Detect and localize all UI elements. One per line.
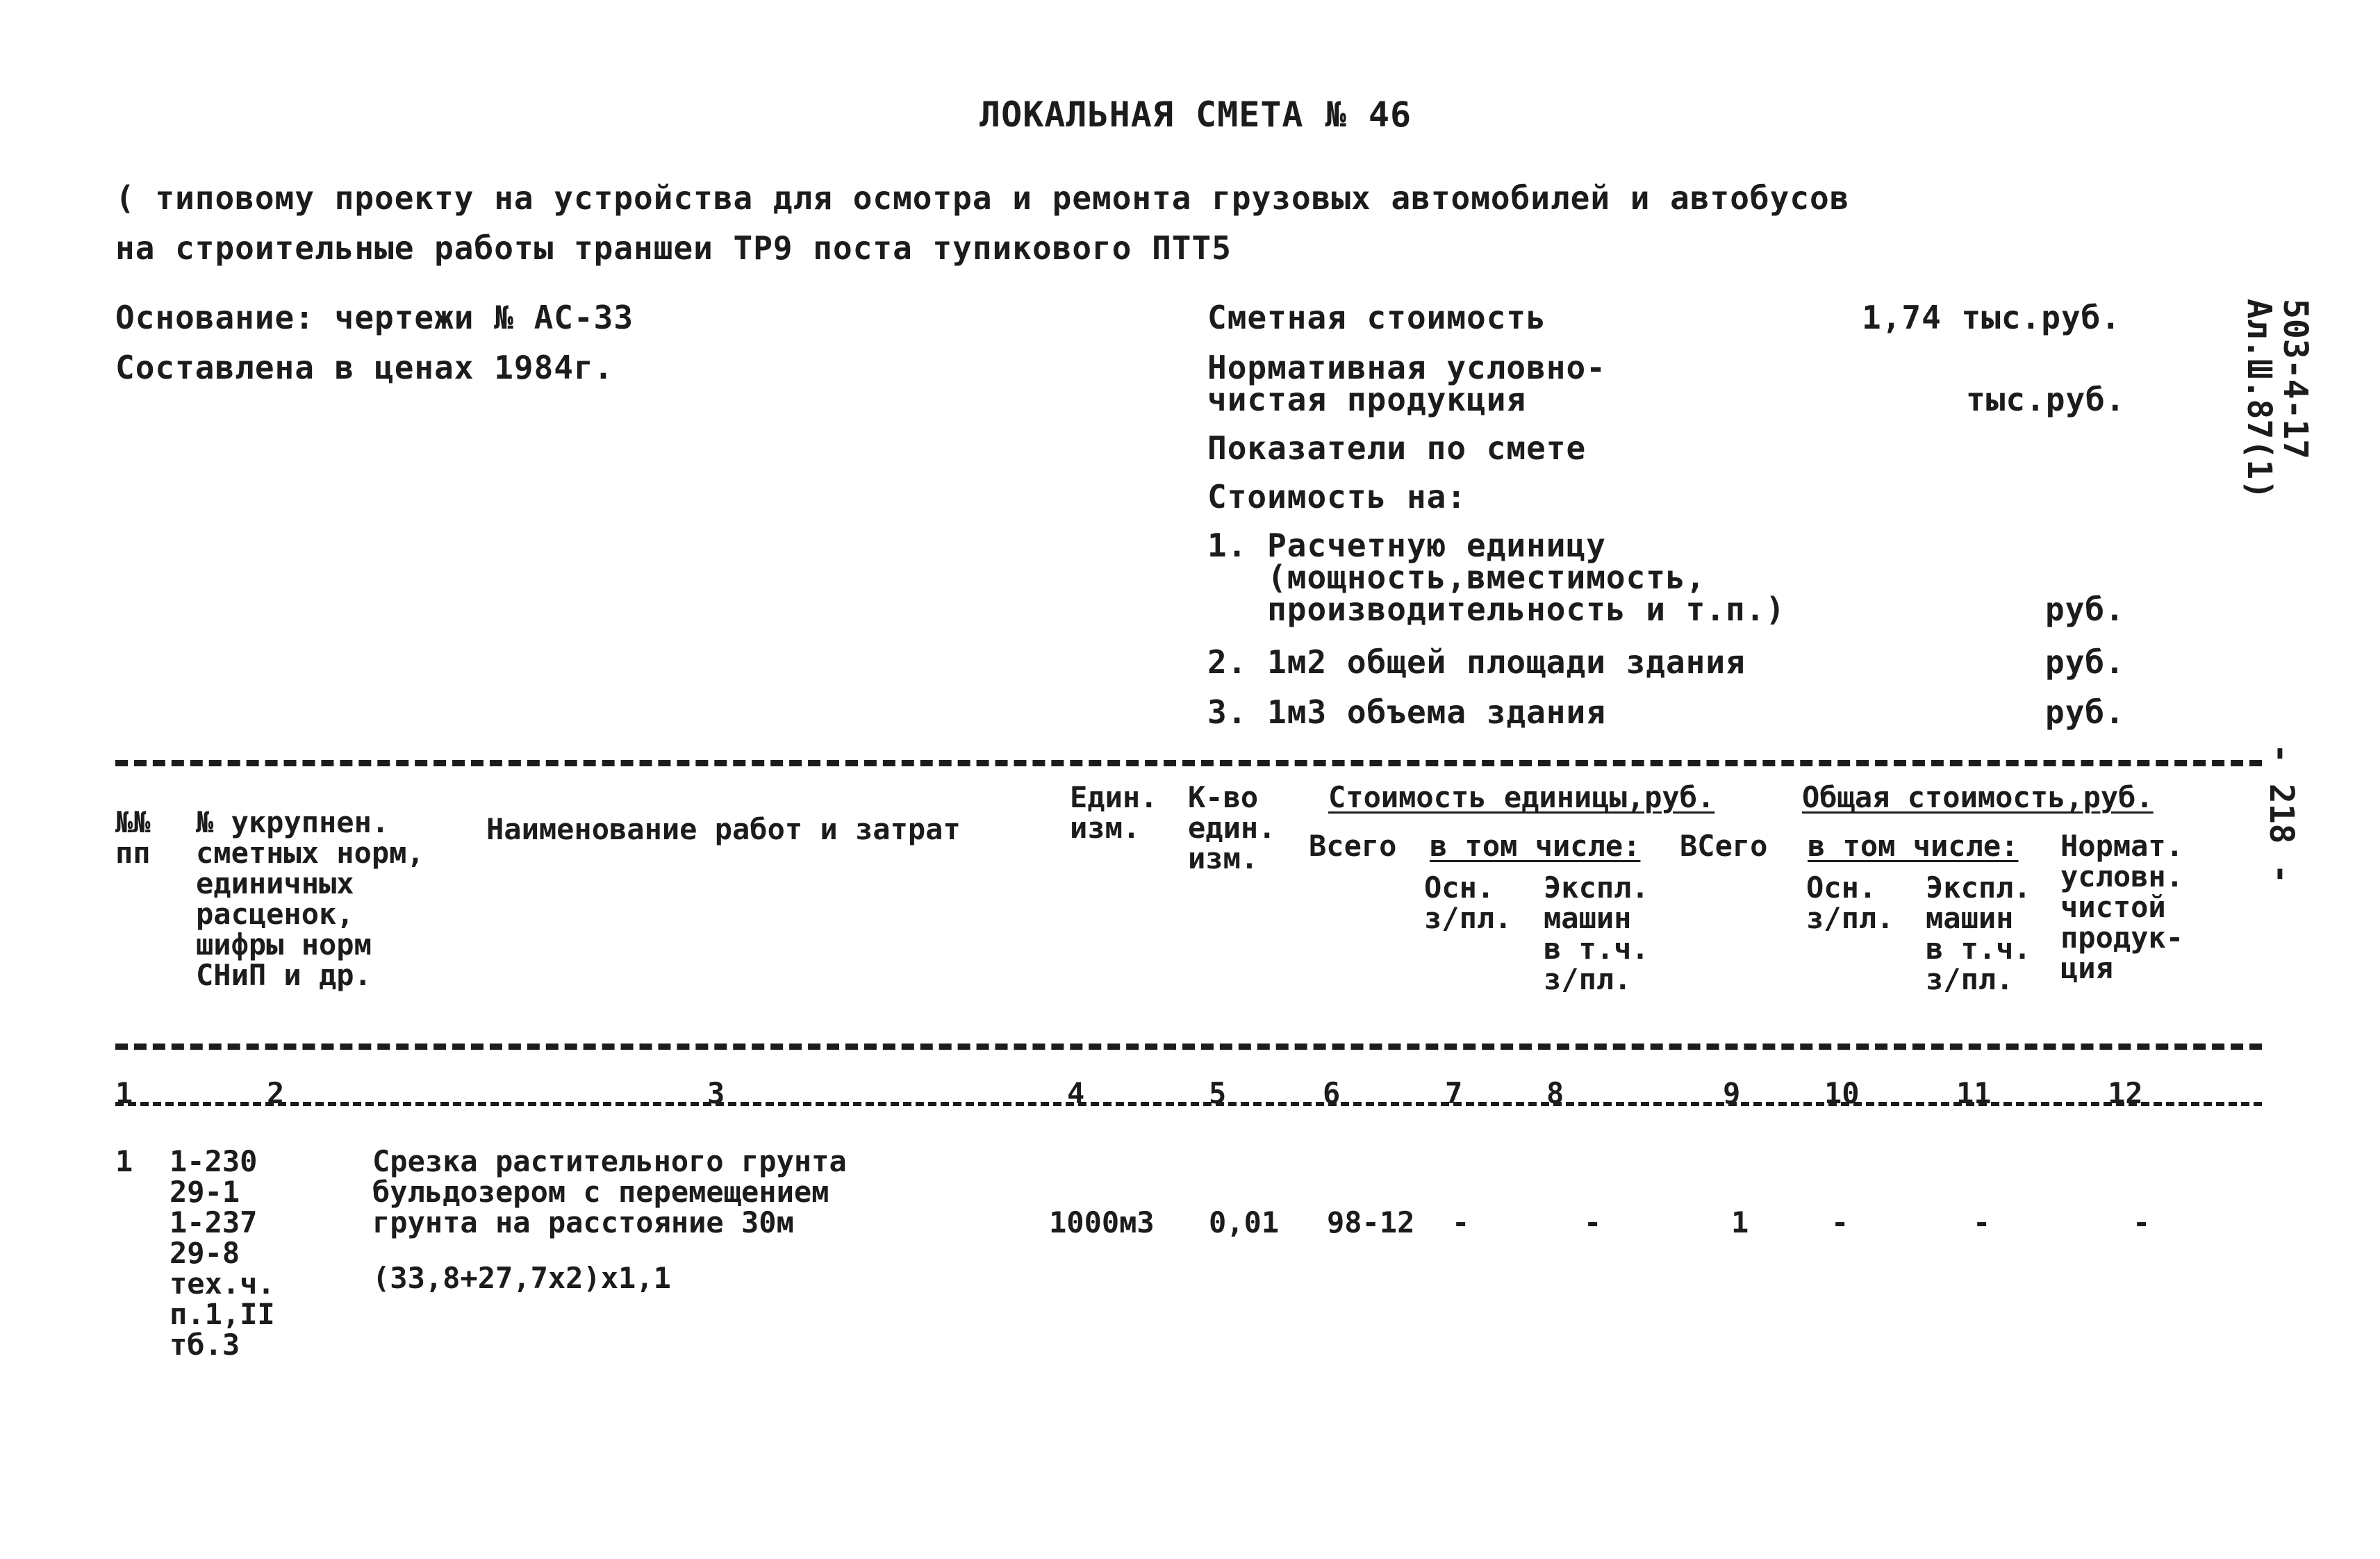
column-number: 5 xyxy=(1209,1076,1227,1110)
header-total-all: ВСего xyxy=(1680,829,1768,863)
column-number: 6 xyxy=(1323,1076,1341,1110)
header-total-base-wage: Осн. з/пл. xyxy=(1806,871,1894,935)
column-number: 1 xyxy=(115,1076,133,1110)
indicators-label: Показатели по смете xyxy=(1207,429,1587,467)
column-numbers-rule xyxy=(115,1102,2262,1106)
cost-per-label: Стоимость на: xyxy=(1207,478,1467,515)
prices-line: Составлена в ценах 1984г. xyxy=(115,349,614,386)
header-total-cost-group: Общая стоимость,руб. xyxy=(1802,780,2154,814)
row-total-machines: - xyxy=(1973,1205,1991,1239)
subtitle-line-2: на строительные работы траншеи ТР9 поста тупикового ПТТ5 xyxy=(115,229,1232,267)
header-total-machines: Экспл. машин в т.ч. з/пл. xyxy=(1926,871,2031,996)
indicator-item-2-unit: руб. xyxy=(2045,643,2125,681)
estimated-cost-label: Сметная стоимость xyxy=(1207,299,1546,336)
table-top-rule xyxy=(115,760,2262,766)
row-unit-machines: - xyxy=(1584,1205,1602,1239)
column-number: 3 xyxy=(707,1076,725,1110)
row-codes: 1-230 29-1 1-237 29-8 тех.ч. п.1,II тб.3 xyxy=(170,1144,275,1362)
estimated-cost-value: 1,74 тыс.руб. xyxy=(1862,299,2122,336)
row-normative: - xyxy=(2133,1205,2151,1239)
normative-label: Нормативная условно- чистая продукция xyxy=(1207,349,1606,418)
indicator-item-1: 1. Расчетную единицу (мощность,вместимость, производительность и т.п.) xyxy=(1207,527,1786,628)
normative-value: тыс.руб. xyxy=(1966,381,2126,418)
header-col-5: К-во един. изм. xyxy=(1188,780,1276,875)
indicator-item-1-unit: руб. xyxy=(2045,591,2125,628)
row-unit-base-wage: - xyxy=(1452,1205,1470,1239)
header-unit-base-wage: Осн. з/пл. xyxy=(1424,871,1512,935)
column-number: 12 xyxy=(2108,1076,2143,1110)
document-title: ЛОКАЛЬНАЯ СМЕТА № 46 xyxy=(980,94,1412,135)
row-unit: 1000м3 xyxy=(1049,1205,1155,1239)
header-unit-machines: Экспл. машин в т.ч. з/пл. xyxy=(1544,871,1649,996)
column-number: 11 xyxy=(1956,1076,1992,1110)
header-normative-net: Нормат. условн. чистой продук- ция xyxy=(2060,829,2184,985)
row-formula: (33,8+27,7х2)х1,1 xyxy=(372,1261,671,1295)
indicator-item-2: 2. 1м2 общей площади здания xyxy=(1207,643,1746,681)
row-number: 1 xyxy=(115,1144,133,1178)
indicator-item-3-unit: руб. xyxy=(2045,693,2125,731)
side-code: 503-4-17 Ал.Ш.87(1) xyxy=(2240,299,2315,500)
column-number: 7 xyxy=(1445,1076,1463,1110)
row-quantity: 0,01 xyxy=(1209,1205,1280,1239)
header-col-2: № укрупнен. сметных норм, единичных расценок, шифры норм СНиП и др. xyxy=(196,805,424,992)
column-number: 2 xyxy=(267,1076,285,1110)
page-number: - 218 - xyxy=(2262,743,2301,884)
header-total-incl: в том числе: xyxy=(1808,829,2019,863)
row-work-name: Срезка растительного грунта бульдозером с перемещением грунта на расстояние 30м xyxy=(372,1144,847,1239)
column-number: 4 xyxy=(1067,1076,1085,1110)
table-header-rule xyxy=(115,1044,2262,1050)
header-unit-cost-group: Стоимость единицы,руб. xyxy=(1328,780,1715,814)
basis-line: Основание: чертежи № АС-33 xyxy=(115,299,634,336)
header-unit-total: Всего xyxy=(1309,829,1397,863)
column-number: 9 xyxy=(1723,1076,1741,1110)
row-unit-total: 98-12 xyxy=(1327,1205,1415,1239)
subtitle-line-1: ( типовому проекту на устройства для осмотра и ремонта грузовых автомобилей и автобусов xyxy=(115,179,1850,217)
row-total: 1 xyxy=(1731,1205,1749,1239)
header-col-4: Един. изм. xyxy=(1070,780,1158,845)
header-unit-incl: в том числе: xyxy=(1430,829,1641,863)
column-number: 10 xyxy=(1824,1076,1860,1110)
indicator-item-3: 3. 1м3 объема здания xyxy=(1207,693,1606,731)
header-col-3: Наименование работ и затрат xyxy=(486,812,961,846)
row-total-base-wage: - xyxy=(1831,1205,1849,1239)
column-number: 8 xyxy=(1546,1076,1564,1110)
header-col-1: №№ пп xyxy=(115,805,151,870)
